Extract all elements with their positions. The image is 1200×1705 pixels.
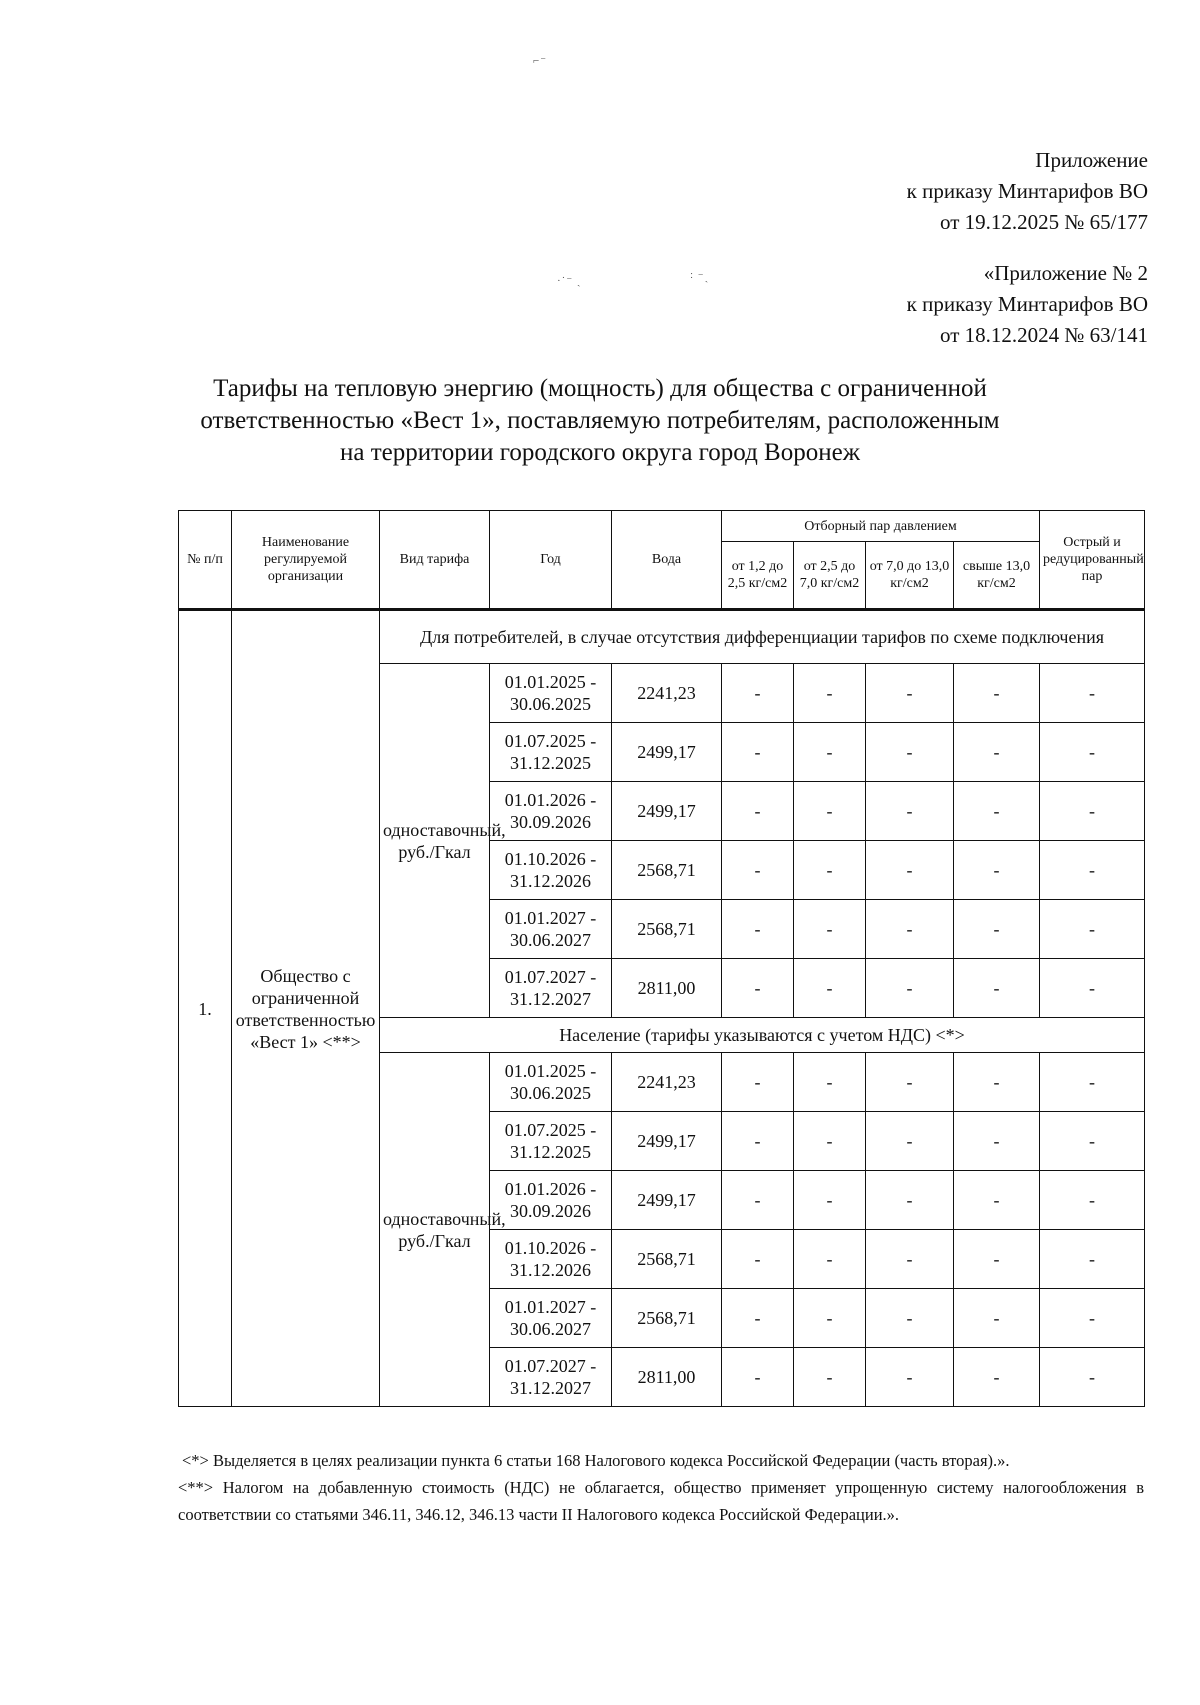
pressure-1-cell: - (722, 1289, 794, 1348)
scan-artifact-mark: ⌐⁻ (533, 55, 548, 67)
title-line: Тарифы на тепловую энергию (мощность) для общества с ограниченной (213, 375, 987, 402)
period-cell: 01.01.2025 - 30.06.2025 (490, 1053, 612, 1112)
approval-header-previous (907, 258, 1148, 351)
pressure-2-cell: - (794, 841, 866, 900)
sharp-steam-cell: - (1040, 841, 1145, 900)
period-cell: 01.01.2026 - 30.09.2026 (490, 782, 612, 841)
header-pressure-2: от 2,5 до 7,0 кг/см2 (794, 542, 866, 610)
water-cell: 2811,00 (612, 1348, 722, 1407)
pressure-1-cell: - (722, 841, 794, 900)
section-label: Население (тарифы указываются с учетом НДС) <*> (380, 1018, 1145, 1053)
pressure-3-cell: - (866, 1112, 954, 1171)
section-row (179, 610, 1145, 664)
pressure-3-cell: - (866, 723, 954, 782)
scan-artifact-mark: ·˙⁻ ˎ (557, 275, 582, 287)
approval-line: к приказу Минтарифов ВО (906, 179, 1148, 203)
pressure-4-cell: - (954, 1112, 1040, 1171)
pressure-2-cell: - (794, 723, 866, 782)
period-cell: 01.01.2026 - 30.09.2026 (490, 1171, 612, 1230)
pressure-3-cell: - (866, 1230, 954, 1289)
pressure-3-cell: - (866, 1053, 954, 1112)
pressure-1-cell: - (722, 723, 794, 782)
pressure-1-cell: - (722, 1348, 794, 1407)
period-cell: 01.10.2026 - 31.12.2026 (490, 841, 612, 900)
pressure-3-cell: - (866, 959, 954, 1018)
pressure-2-cell: - (794, 782, 866, 841)
sharp-steam-cell: - (1040, 782, 1145, 841)
pressure-3-cell: - (866, 841, 954, 900)
pressure-2-cell: - (794, 1289, 866, 1348)
tariff-type-cell: одноставочный, руб./Гкал (380, 664, 490, 1018)
pressure-1-cell: - (722, 782, 794, 841)
water-cell: 2499,17 (612, 723, 722, 782)
pressure-2-cell: - (794, 664, 866, 723)
footnote-vat: <*> Выделяется в целях реализации пункта 6 статьи 168 Налогового кодекса Российской Федерации (часть вторая).». (182, 1451, 1010, 1470)
pressure-2-cell: - (794, 1053, 866, 1112)
organization-cell: Общество с ограниченной ответственностью «Вест 1» <**> (232, 610, 380, 1407)
pressure-4-cell: - (954, 664, 1040, 723)
approval-line: к приказу Минтарифов ВО (906, 292, 1148, 316)
pressure-1-cell: - (722, 1112, 794, 1171)
pressure-4-cell: - (954, 1348, 1040, 1407)
header-pressure-3: от 7,0 до 13,0 кг/см2 (866, 542, 954, 610)
tariff-type-cell: одноставочный, руб./Гкал (380, 1053, 490, 1407)
water-cell: 2568,71 (612, 1289, 722, 1348)
header-pressure-1: от 1,2 до 2,5 кг/см2 (722, 542, 794, 610)
sharp-steam-cell: - (1040, 900, 1145, 959)
sharp-steam-cell: - (1040, 1348, 1145, 1407)
title-line: на территории городского округа город Воронеж (340, 439, 860, 466)
water-cell: 2568,71 (612, 1230, 722, 1289)
scan-artifact-mark: ˸ ⁻ˏ (690, 271, 710, 283)
pressure-2-cell: - (794, 959, 866, 1018)
water-cell: 2568,71 (612, 841, 722, 900)
header-tariff-type: Вид тарифа (380, 511, 490, 610)
approval-line: от 19.12.2025 № 65/177 (939, 210, 1148, 234)
approval-line: от 18.12.2024 № 63/141 (939, 323, 1148, 347)
document-title (150, 373, 1050, 469)
pressure-1-cell: - (722, 664, 794, 723)
pressure-3-cell: - (866, 782, 954, 841)
water-cell: 2499,17 (612, 782, 722, 841)
sharp-steam-cell: - (1040, 1289, 1145, 1348)
pressure-4-cell: - (954, 723, 1040, 782)
pressure-2-cell: - (794, 900, 866, 959)
water-cell: 2568,71 (612, 900, 722, 959)
sharp-steam-cell: - (1040, 1230, 1145, 1289)
pressure-3-cell: - (866, 1171, 954, 1230)
footnote-tax-exempt: <**> Налогом на добавленную стоимость (НДС) не облагается, общество применяет упрощенную систему налогообложения в соответствии со статьями 346.11, 346.12, 346.13 части II Налогового кодекса Российской Федерации.». (178, 1478, 1144, 1524)
approval-line: «Приложение № 2 (983, 261, 1148, 285)
pressure-3-cell: - (866, 1348, 954, 1407)
tariff-table (178, 510, 1145, 1407)
footnotes (178, 1447, 1144, 1528)
sharp-steam-cell: - (1040, 959, 1145, 1018)
period-cell: 01.07.2027 - 31.12.2027 (490, 959, 612, 1018)
pressure-1-cell: - (722, 1171, 794, 1230)
period-cell: 01.07.2027 - 31.12.2027 (490, 1348, 612, 1407)
water-cell: 2241,23 (612, 664, 722, 723)
pressure-1-cell: - (722, 1053, 794, 1112)
sharp-steam-cell: - (1040, 1053, 1145, 1112)
pressure-4-cell: - (954, 1230, 1040, 1289)
period-cell: 01.01.2027 - 30.06.2027 (490, 1289, 612, 1348)
header-sharp-steam: Острый и редуцированный пар (1040, 511, 1145, 610)
pressure-2-cell: - (794, 1112, 866, 1171)
period-cell: 01.01.2025 - 30.06.2025 (490, 664, 612, 723)
water-cell: 2499,17 (612, 1171, 722, 1230)
pressure-2-cell: - (794, 1230, 866, 1289)
header-year: Год (490, 511, 612, 610)
pressure-1-cell: - (722, 1230, 794, 1289)
pressure-1-cell: - (722, 959, 794, 1018)
pressure-4-cell: - (954, 782, 1040, 841)
water-cell: 2241,23 (612, 1053, 722, 1112)
pressure-4-cell: - (954, 900, 1040, 959)
header-organization: Наименование регулируемой организации (232, 511, 380, 610)
sharp-steam-cell: - (1040, 664, 1145, 723)
pressure-4-cell: - (954, 1171, 1040, 1230)
header-number: № п/п (179, 511, 232, 610)
pressure-3-cell: - (866, 900, 954, 959)
pressure-4-cell: - (954, 959, 1040, 1018)
pressure-2-cell: - (794, 1348, 866, 1407)
sharp-steam-cell: - (1040, 723, 1145, 782)
period-cell: 01.10.2026 - 31.12.2026 (490, 1230, 612, 1289)
row-number-cell: 1. (179, 610, 232, 1407)
tariff-table-container (178, 510, 1144, 1407)
period-cell: 01.07.2025 - 31.12.2025 (490, 723, 612, 782)
sharp-steam-cell: - (1040, 1171, 1145, 1230)
pressure-4-cell: - (954, 1053, 1040, 1112)
sharp-steam-cell: - (1040, 1112, 1145, 1171)
pressure-3-cell: - (866, 1289, 954, 1348)
header-pressure-4: свыше 13,0 кг/см2 (954, 542, 1040, 610)
pressure-1-cell: - (722, 900, 794, 959)
water-cell: 2811,00 (612, 959, 722, 1018)
section-label: Для потребителей, в случае отсутствия дифференциации тарифов по схеме подключения (380, 610, 1145, 664)
pressure-2-cell: - (794, 1171, 866, 1230)
pressure-4-cell: - (954, 841, 1040, 900)
approval-header-current (907, 145, 1148, 238)
period-cell: 01.07.2025 - 31.12.2025 (490, 1112, 612, 1171)
header-water: Вода (612, 511, 722, 610)
header-selected-steam: Отборный пар давлением (722, 511, 1040, 542)
water-cell: 2499,17 (612, 1112, 722, 1171)
approval-line: Приложение (1035, 148, 1148, 172)
pressure-3-cell: - (866, 664, 954, 723)
pressure-4-cell: - (954, 1289, 1040, 1348)
title-line: ответственностью «Вест 1», поставляемую потребителям, расположенным (200, 407, 1000, 434)
period-cell: 01.01.2027 - 30.06.2027 (490, 900, 612, 959)
